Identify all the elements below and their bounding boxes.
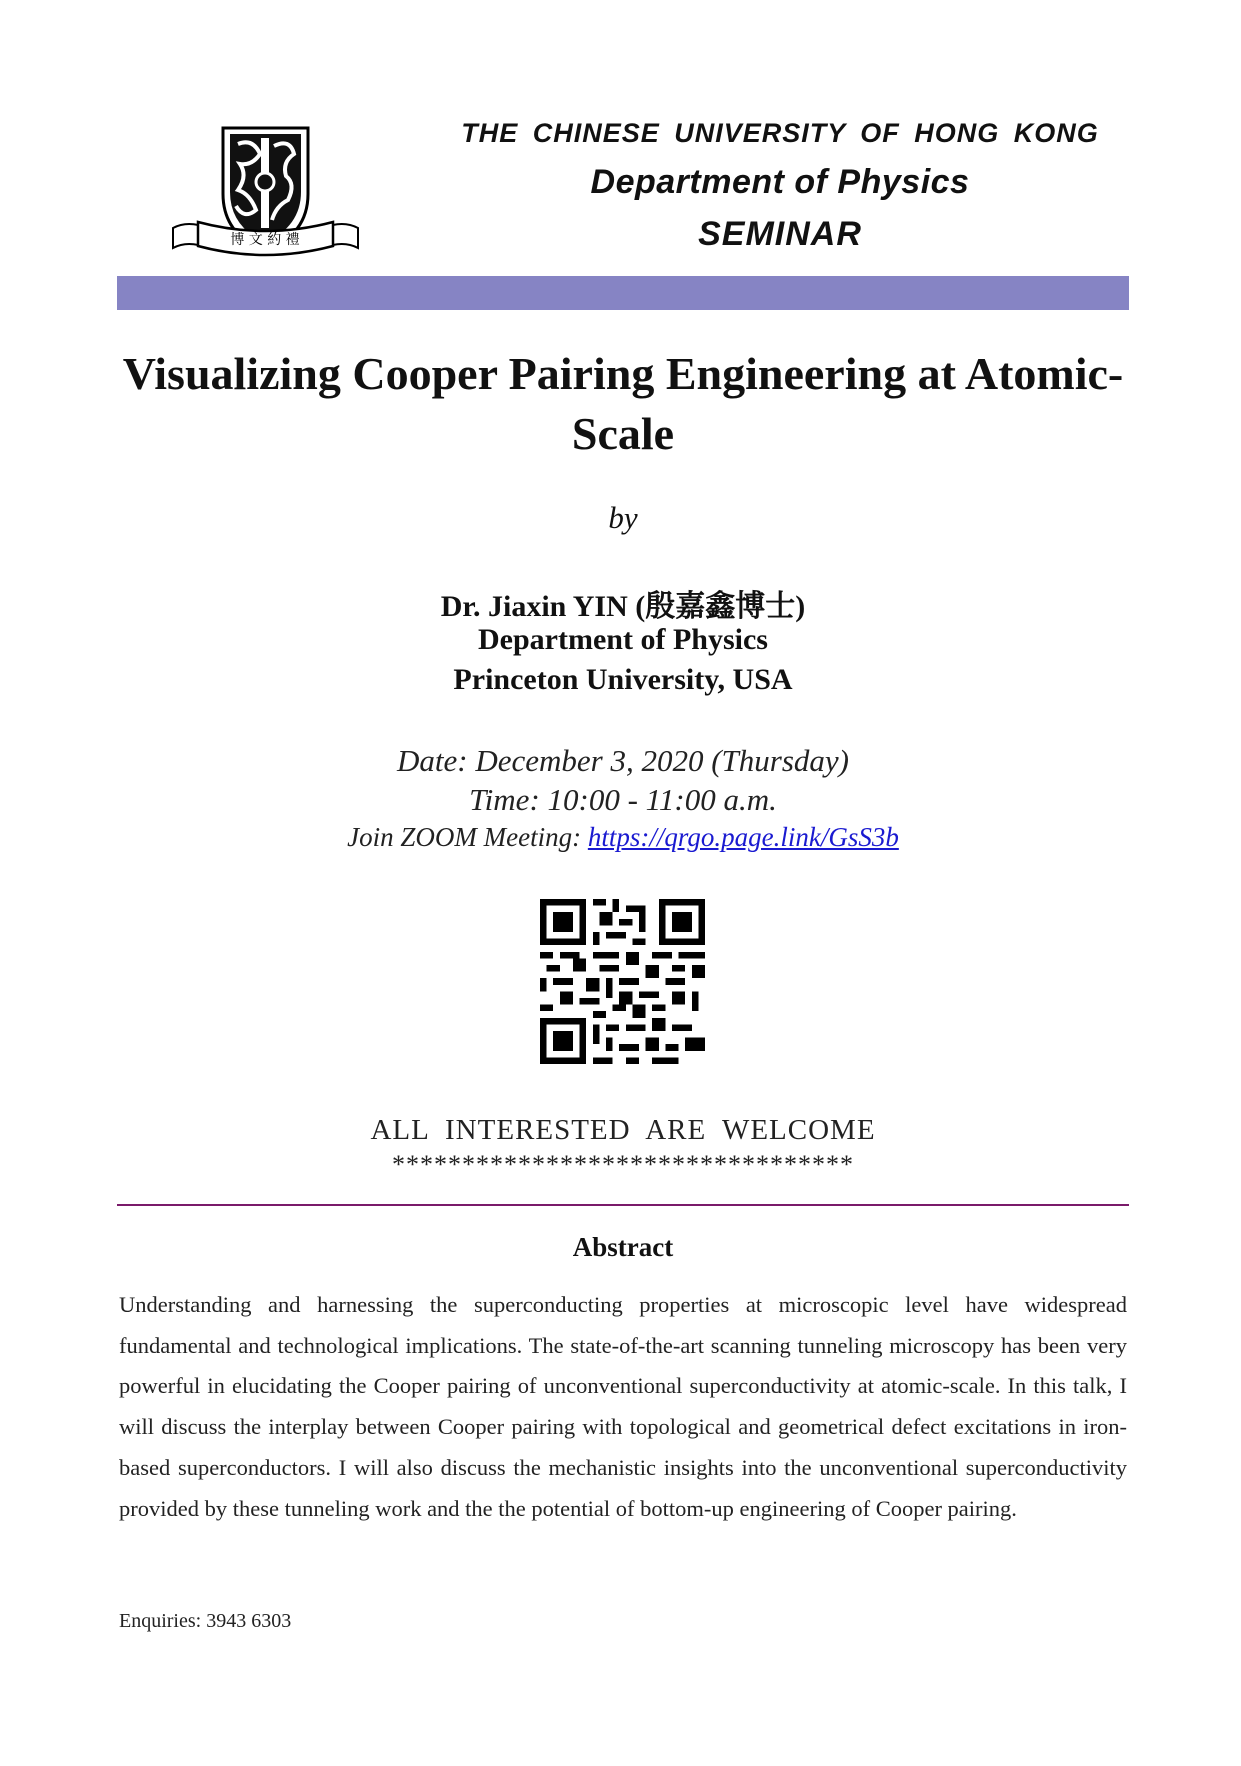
zoom-link[interactable]: https://qrgo.page.link/GsS3b xyxy=(587,822,899,852)
zoom-meeting xyxy=(117,822,1129,853)
university-name: THE CHINESE UNIVERSITY OF HONG KONG xyxy=(461,118,1099,148)
seminar-date: Date: December 3, 2020 (Thursday) xyxy=(397,743,849,778)
by-label: by xyxy=(608,500,638,535)
qr-code-icon[interactable] xyxy=(540,899,705,1064)
header-band xyxy=(117,276,1129,310)
seminar-title: Visualizing Cooper Pairing Engineering at Atomic-Scale xyxy=(122,348,1124,459)
department-name: Department of Physics xyxy=(590,163,970,201)
welcome-text: ALL INTERESTED ARE WELCOME xyxy=(370,1114,876,1146)
cuhk-crest-icon xyxy=(168,124,363,262)
speaker-department: Department of Physics xyxy=(478,623,768,656)
zoom-label: Join ZOOM Meeting: xyxy=(347,822,588,852)
enquiries: Enquiries: 3943 6303 xyxy=(119,1610,292,1632)
abstract-heading: Abstract xyxy=(572,1232,674,1262)
svg-text:博 文 約 禮: 博 文 約 禮 xyxy=(230,232,300,248)
speaker-institution: Princeton University, USA xyxy=(453,663,793,696)
section-rule xyxy=(117,1204,1129,1206)
seminar-time: Time: 10:00 - 11:00 a.m. xyxy=(469,782,777,817)
event-type: SEMINAR xyxy=(698,215,862,253)
stars-divider: ********************************* xyxy=(392,1150,854,1179)
abstract-body: Understanding and harnessing the superconducting properties at microscopic level have widespread fundamental and technological implications. The state-of-the-art scanning tunneling microscopy has been very powerful in elucidating the Cooper pairing of unconventional superconductivity at atomic-scale. In this talk, I will discuss the interplay between Cooper pairing with topological and geometrical defect excitations in iron-based superconductors. I will also discuss the mechanistic insights into the unconventional superconductivity provided by these tunneling work and the the potential of bottom-up engineering of Cooper pairing. xyxy=(119,1292,1127,1521)
speaker-name: Dr. Jiaxin YIN (殷嘉鑫博士) xyxy=(440,590,806,623)
